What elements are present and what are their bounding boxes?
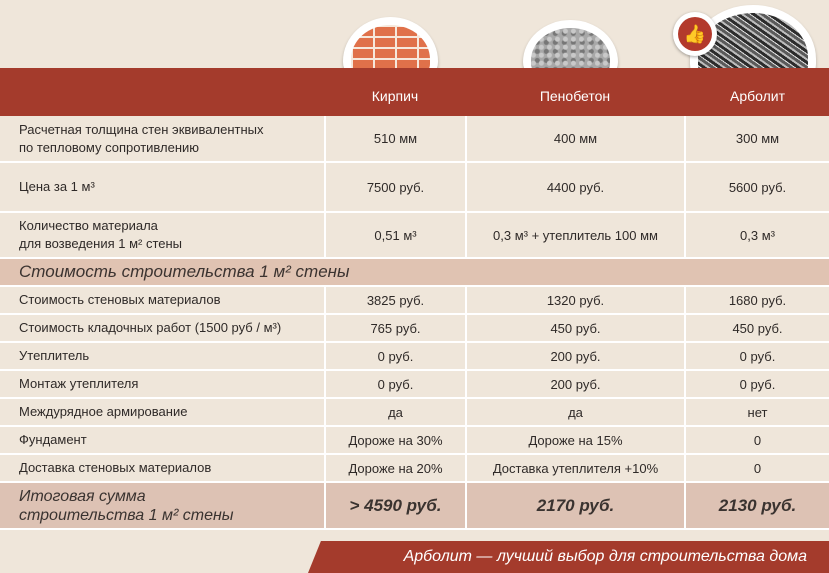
row-label-line: Количество материала [19, 218, 158, 233]
cell-value: 0,3 м³ + утеплитель 100 мм [466, 212, 685, 258]
thumbs-up-icon: 👍 [673, 12, 717, 56]
table-row [0, 342, 829, 370]
cell-value: да [325, 398, 466, 426]
cell-value: 4400 руб. [466, 162, 685, 212]
table-row [0, 370, 829, 398]
section-title: Стоимость строительства 1 м² стены [0, 258, 829, 286]
cell-value: Дороже на 20% [325, 454, 466, 482]
table-row [0, 212, 829, 258]
total-label-line: Итоговая сумма [19, 487, 146, 505]
column-header-foam-concrete: Пенобетон [539, 88, 611, 104]
cell-value: 0 руб. [325, 342, 466, 370]
cell-value: 510 мм [325, 116, 466, 162]
table-row [0, 426, 829, 454]
table-row [0, 162, 829, 212]
cell-value: 400 мм [466, 116, 685, 162]
table-row [0, 286, 829, 314]
total-value: 2130 руб. [685, 482, 829, 529]
row-label: Доставка стеновых материалов [0, 454, 325, 482]
cell-value: 450 руб. [685, 314, 829, 342]
row-label-line: по тепловому сопротивлению [19, 139, 200, 155]
cell-value: 7500 руб. [325, 162, 466, 212]
row-label-line: Расчетная толщина стен эквивалентных [19, 121, 264, 137]
total-label-line: строительства 1 м² стены [19, 506, 234, 524]
top-area [0, 0, 829, 68]
table-row [0, 454, 829, 482]
row-label: Монтаж утеплителя [0, 370, 325, 398]
cell-value: 0 [685, 426, 829, 454]
footer-banner [0, 541, 829, 573]
total-value: > 4590 руб. [325, 482, 466, 529]
cell-value: 0,3 м³ [685, 212, 829, 258]
row-label: Стоимость кладочных работ (1500 руб / м³) [0, 314, 325, 342]
cell-value: 0 руб. [685, 342, 829, 370]
column-header-arbolit: Арболит [729, 88, 786, 104]
cell-value: 200 руб. [466, 370, 685, 398]
cell-value: 0 руб. [685, 370, 829, 398]
footer-slogan: Арболит — лучший выбор для строительства дома [403, 548, 807, 565]
cell-value: 0 руб. [325, 370, 466, 398]
total-value: 2170 руб. [466, 482, 685, 529]
section-row [0, 258, 829, 286]
cell-value: 0 [685, 454, 829, 482]
row-label: Стоимость стеновых материалов [0, 286, 325, 314]
column-header-brick: Кирпич [371, 88, 419, 104]
cell-value: 200 руб. [466, 342, 685, 370]
row-label: Междурядное армирование [0, 398, 325, 426]
table-header [0, 68, 829, 116]
table-row [0, 116, 829, 162]
cell-value: 1320 руб. [466, 286, 685, 314]
cell-value: 1680 руб. [685, 286, 829, 314]
total-row [0, 482, 829, 529]
row-label-line: Цена за 1 м³ [19, 179, 95, 194]
cell-value: Доставка утеплителя +10% [466, 454, 685, 482]
row-label: Фундамент [0, 426, 325, 454]
cell-value: 300 мм [685, 116, 829, 162]
row-label: Утеплитель [0, 342, 325, 370]
cell-value: 3825 руб. [325, 286, 466, 314]
comparison-table [0, 116, 829, 530]
cell-value: 450 руб. [466, 314, 685, 342]
table-row [0, 398, 829, 426]
cell-value: Дороже на 15% [466, 426, 685, 454]
cell-value: Дороже на 30% [325, 426, 466, 454]
cell-value: 765 руб. [325, 314, 466, 342]
cell-value: 5600 руб. [685, 162, 829, 212]
cell-value: да [466, 398, 685, 426]
row-label-line: для возведения 1 м² стены [19, 236, 183, 251]
cell-value: 0,51 м³ [325, 212, 466, 258]
table-row [0, 314, 829, 342]
cell-value: нет [685, 398, 829, 426]
